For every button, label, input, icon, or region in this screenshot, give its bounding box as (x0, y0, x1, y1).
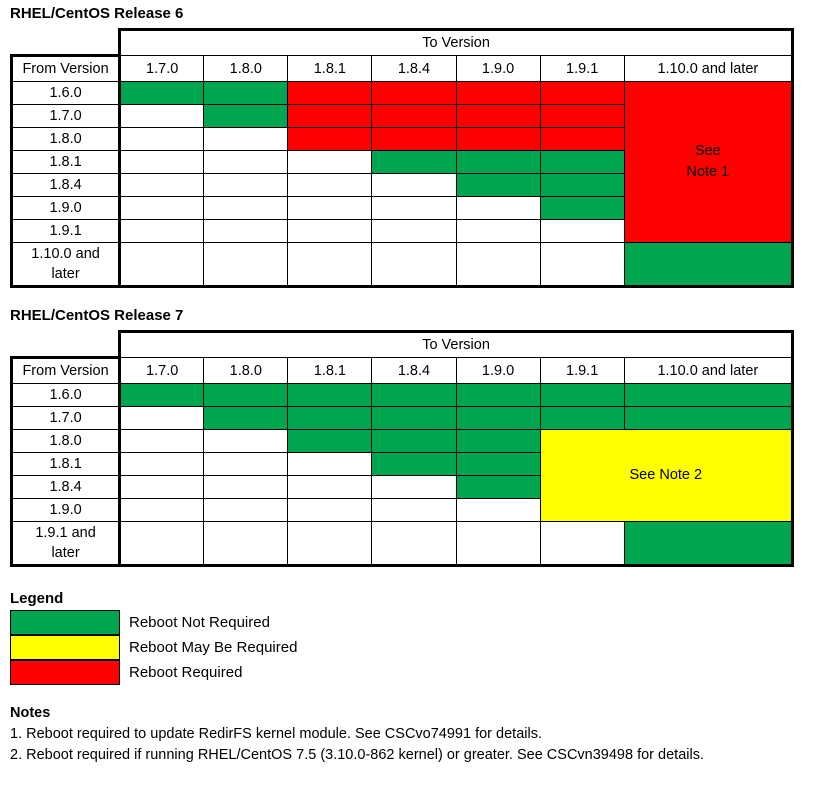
column-header-version: 1.8.4 (372, 358, 456, 384)
release7-matrix (10, 330, 794, 567)
legend-label: Reboot Not Required (129, 614, 270, 631)
matrix-cell-white (288, 174, 372, 197)
matrix-cell-green (624, 522, 792, 566)
matrix-cell-red (288, 82, 372, 105)
matrix-cell-green (624, 384, 792, 407)
matrix-cell-red (456, 128, 540, 151)
matrix-cell-white (540, 220, 624, 243)
matrix-cell-white (288, 499, 372, 522)
row-header-line: later (51, 266, 80, 282)
matrix-cell-red (288, 128, 372, 151)
legend (0, 567, 831, 685)
column-header-version: 1.8.1 (288, 358, 372, 384)
matrix-cell-white (372, 220, 456, 243)
see-note-line: See (694, 143, 721, 159)
from-version-header: From Version (12, 358, 120, 384)
matrix-row (12, 384, 793, 407)
matrix-cell-green (372, 430, 456, 453)
matrix-cell-white (120, 499, 204, 522)
row-header-version (12, 522, 120, 566)
matrix-cell-white (120, 407, 204, 430)
matrix-header-top-row (12, 30, 793, 56)
matrix-cell-white (288, 453, 372, 476)
matrix-cell-green (204, 82, 288, 105)
matrix-cell-white (120, 128, 204, 151)
matrix-cell-white (120, 197, 204, 220)
matrix-cell-white (204, 453, 288, 476)
matrix-cell-white (456, 197, 540, 220)
matrix-cell-white (120, 453, 204, 476)
see-note-line: See Note 2 (629, 467, 703, 483)
see-note-line: Note 1 (686, 164, 730, 180)
matrix-cell-green (456, 430, 540, 453)
matrix-cell-white (456, 499, 540, 522)
matrix-cell-green (372, 407, 456, 430)
matrix-corner-spacer (12, 332, 120, 358)
matrix-cell-green (456, 476, 540, 499)
row-header-version: 1.7.0 (12, 105, 120, 128)
matrix-cell-white (372, 243, 456, 287)
legend-row (10, 660, 831, 685)
matrix-cell-white (540, 522, 624, 566)
matrix-cell-red (456, 82, 540, 105)
legend-label: Reboot May Be Required (129, 639, 298, 656)
matrix-cell-green (204, 105, 288, 128)
matrix-cell-white (204, 243, 288, 287)
column-header-version: 1.10.0 and later (624, 358, 792, 384)
matrix-cell-white (456, 522, 540, 566)
row-header-version: 1.8.1 (12, 453, 120, 476)
matrix-cell-green (120, 82, 204, 105)
matrix-cell-green (540, 151, 624, 174)
matrix-cell-green (288, 407, 372, 430)
matrix-cell-red (456, 105, 540, 128)
row-header-line: 1.10.0 and (31, 246, 100, 262)
matrix-cell-white (540, 243, 624, 287)
matrix-cell-white (456, 243, 540, 287)
column-header-version: 1.8.1 (288, 56, 372, 82)
matrix-cell-red (540, 128, 624, 151)
row-header-version: 1.8.1 (12, 151, 120, 174)
row-header-version: 1.8.4 (12, 174, 120, 197)
matrix-cell-red (288, 105, 372, 128)
matrix-cell-white (288, 151, 372, 174)
matrix-cell-red (540, 82, 624, 105)
matrix-cell-green (204, 384, 288, 407)
matrix-cell-white (120, 151, 204, 174)
release6-matrix (10, 28, 794, 288)
matrix-cell-white (288, 220, 372, 243)
release6-title: RHEL/CentOS Release 6 (10, 5, 184, 22)
matrix-cell-green (540, 174, 624, 197)
matrix-cell-white (288, 522, 372, 566)
legend-swatch-green (10, 610, 120, 635)
column-header-version: 1.7.0 (120, 56, 204, 82)
release7-title: RHEL/CentOS Release 7 (10, 307, 184, 324)
legend-swatch-yellow (10, 635, 120, 660)
matrix-cell-green (540, 197, 624, 220)
row-header-version: 1.8.0 (12, 430, 120, 453)
release6-matrix-wrap (0, 28, 831, 288)
matrix-cell-green (456, 151, 540, 174)
matrix-cell-white (120, 430, 204, 453)
row-header-version: 1.8.0 (12, 128, 120, 151)
matrix-cell-white (288, 476, 372, 499)
matrix-row (12, 82, 793, 105)
column-header-version: 1.10.0 and later (624, 56, 792, 82)
column-header-version: 1.9.1 (540, 56, 624, 82)
matrix-cell-green (372, 384, 456, 407)
matrix-cell-green (456, 453, 540, 476)
row-header-version: 1.9.0 (12, 197, 120, 220)
matrix-cell-white (288, 197, 372, 220)
matrix-cell-white (372, 476, 456, 499)
release7-section (0, 288, 831, 567)
legend-title: Legend (10, 590, 64, 607)
matrix-cell-white (120, 174, 204, 197)
matrix-cell-red (372, 105, 456, 128)
matrix-header-columns-row (12, 358, 793, 384)
notes-title: Notes (10, 705, 51, 721)
matrix-cell-green (456, 384, 540, 407)
from-version-header: From Version (12, 56, 120, 82)
matrix-row (12, 430, 793, 453)
to-version-header: To Version (120, 30, 793, 56)
column-header-version: 1.9.0 (456, 56, 540, 82)
matrix-cell-white (372, 522, 456, 566)
row-header-version: 1.8.4 (12, 476, 120, 499)
see-note-cell (540, 430, 792, 522)
matrix-cell-white (120, 243, 204, 287)
matrix-corner-spacer (12, 30, 120, 56)
matrix-cell-white (120, 522, 204, 566)
matrix-cell-green (372, 151, 456, 174)
column-header-version: 1.9.0 (456, 358, 540, 384)
see-note-cell (624, 82, 792, 243)
row-header-version: 1.9.1 (12, 220, 120, 243)
legend-swatch-red (10, 660, 120, 685)
matrix-cell-white (120, 476, 204, 499)
matrix-header-top-row (12, 332, 793, 358)
matrix-cell-white (456, 220, 540, 243)
column-header-version: 1.8.0 (204, 56, 288, 82)
matrix-cell-white (204, 151, 288, 174)
matrix-cell-white (204, 220, 288, 243)
legend-label: Reboot Required (129, 664, 243, 681)
row-header-version: 1.7.0 (12, 407, 120, 430)
matrix-cell-white (288, 243, 372, 287)
matrix-cell-white (204, 476, 288, 499)
matrix-cell-green (372, 453, 456, 476)
matrix-cell-green (456, 407, 540, 430)
row-header-version: 1.9.0 (12, 499, 120, 522)
row-header-version: 1.6.0 (12, 384, 120, 407)
matrix-cell-white (204, 499, 288, 522)
column-header-version: 1.9.1 (540, 358, 624, 384)
matrix-cell-white (204, 430, 288, 453)
matrix-cell-white (204, 128, 288, 151)
matrix-cell-white (372, 499, 456, 522)
matrix-cell-green (204, 407, 288, 430)
matrix-cell-white (204, 522, 288, 566)
to-version-header: To Version (120, 332, 793, 358)
matrix-cell-green (540, 407, 624, 430)
matrix-cell-green (624, 243, 792, 287)
release6-section (0, 0, 831, 288)
matrix-cell-red (372, 82, 456, 105)
matrix-cell-green (288, 430, 372, 453)
matrix-cell-red (540, 105, 624, 128)
matrix-cell-green (288, 384, 372, 407)
matrix-header-columns-row (12, 56, 793, 82)
release7-matrix-wrap (0, 330, 831, 567)
matrix-cell-white (204, 174, 288, 197)
note-line: 1. Reboot required to update RedirFS kernel module. See CSCvo74991 for details. (10, 726, 542, 742)
legend-items (10, 610, 831, 685)
notes (0, 685, 831, 766)
matrix-row (12, 522, 793, 566)
row-header-line: later (51, 545, 80, 561)
matrix-cell-white (120, 105, 204, 128)
column-header-version: 1.8.0 (204, 358, 288, 384)
row-header-version (12, 243, 120, 287)
row-header-line: 1.9.1 and (35, 525, 96, 541)
row-header-version: 1.6.0 (12, 82, 120, 105)
matrix-cell-white (372, 174, 456, 197)
matrix-cell-white (372, 197, 456, 220)
notes-items (10, 724, 831, 766)
column-header-version: 1.7.0 (120, 358, 204, 384)
matrix-row (12, 407, 793, 430)
matrix-cell-red (372, 128, 456, 151)
matrix-cell-white (120, 220, 204, 243)
legend-row (10, 610, 831, 635)
matrix-cell-green (120, 384, 204, 407)
matrix-cell-green (456, 174, 540, 197)
legend-row (10, 635, 831, 660)
column-header-version: 1.8.4 (372, 56, 456, 82)
matrix-cell-green (540, 384, 624, 407)
note-line: 2. Reboot required if running RHEL/CentOS 7.5 (3.10.0-862 kernel) or greater. See CSCvn39498 for details. (10, 747, 704, 763)
matrix-cell-white (204, 197, 288, 220)
matrix-row (12, 243, 793, 287)
matrix-cell-green (624, 407, 792, 430)
